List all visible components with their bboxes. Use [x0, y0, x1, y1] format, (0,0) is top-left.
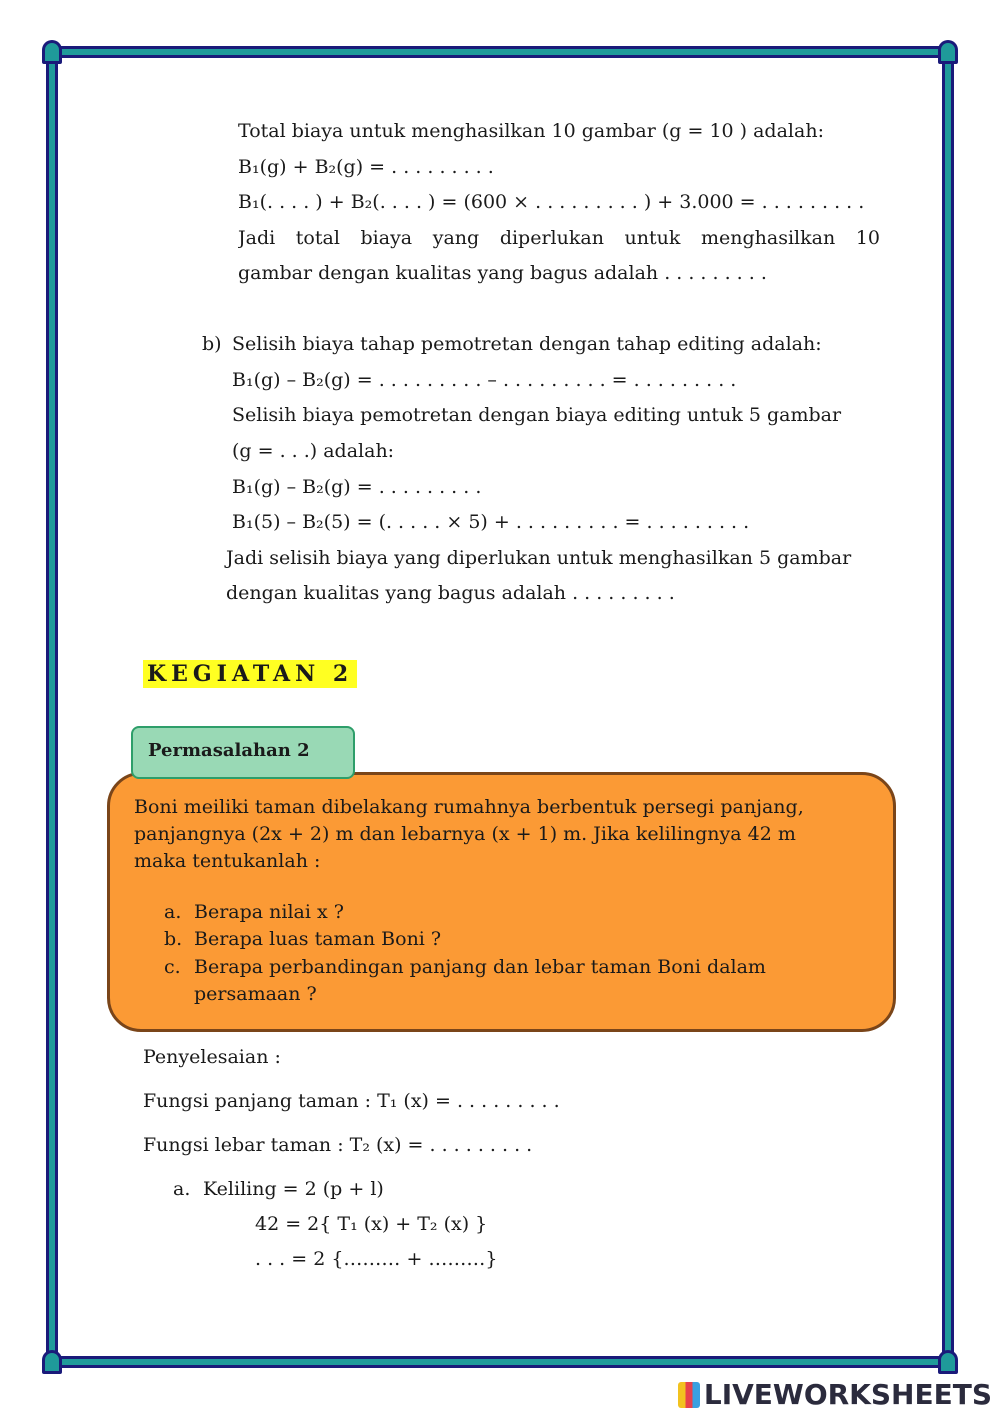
solution-line: Fungsi lebar taman : T₂ (x) = . . . . . . . . .	[143, 1134, 533, 1156]
section-heading-kegiatan: KEGIATAN 2	[143, 660, 357, 688]
frame-corner-ornament	[938, 40, 958, 64]
text-line: dengan kualitas yang bagus adalah . . . . . . . . .	[226, 582, 675, 604]
frame-right-border	[942, 58, 954, 1356]
list-marker: b)	[202, 333, 222, 355]
text-line: Total biaya untuk menghasilkan 10 gambar (g = 10 ) adalah:	[238, 120, 824, 142]
question-item: Berapa nilai x ?	[194, 901, 344, 923]
frame-left-border	[46, 58, 58, 1356]
solution-equation: 42 = 2{ T₁ (x) + T₂ (x) }	[255, 1213, 488, 1235]
text-line: Selisih biaya pemotretan dengan biaya editing untuk 5 gambar	[232, 404, 842, 426]
text-line: B₁(. . . . ) + B₂(. . . . ) = (600 × . . . . . . . . . ) + 3.000 = . . . . . . . . .	[238, 191, 865, 213]
question-item: persamaan ?	[194, 983, 317, 1005]
text-line: B₁(5) – B₂(5) = (. . . . . × 5) + . . . . . . . . . = . . . . . . . . .	[232, 511, 750, 533]
solution-line: Keliling = 2 (p + l)	[203, 1178, 384, 1200]
frame-bottom-border	[58, 1356, 942, 1368]
watermark	[678, 1378, 992, 1411]
text-line: Jadi selisih biaya yang diperlukan untuk menghasilkan 5 gambar	[226, 547, 852, 569]
problem-text: maka tentukanlah :	[134, 850, 321, 872]
problem-text: panjangnya (2x + 2) m dan lebarnya (x + 1) m. Jika kelilingnya 42 m	[134, 823, 796, 845]
list-marker: b.	[164, 928, 183, 950]
frame-top-border	[58, 46, 942, 58]
frame-corner-ornament	[938, 1350, 958, 1374]
text-line: B₁(g) + B₂(g) = . . . . . . . . .	[238, 156, 494, 178]
question-item: Berapa perbandingan panjang dan lebar taman Boni dalam	[194, 956, 766, 978]
list-marker: a.	[173, 1178, 191, 1200]
problem-text: Boni meiliki taman dibelakang rumahnya berbentuk persegi panjang,	[134, 796, 804, 818]
list-marker: c.	[164, 956, 181, 978]
permasalahan-tab	[131, 726, 355, 779]
text-line: (g = . . .) adalah:	[232, 440, 395, 462]
text-line: B₁(g) – B₂(g) = . . . . . . . . .	[232, 476, 482, 498]
text-line: Jadi total biaya yang diperlukan untuk menghasilkan 10	[238, 227, 880, 249]
text-line: gambar dengan kualitas yang bagus adalah . . . . . . . . .	[238, 262, 767, 284]
text-line: Selisih biaya tahap pemotretan dengan tahap editing adalah:	[232, 333, 822, 355]
watermark-text: LIVEWORKSHEETS	[703, 1378, 992, 1411]
frame-corner-ornament	[42, 40, 62, 64]
solution-title: Penyelesaian :	[143, 1046, 281, 1068]
permasalahan-title: Permasalahan 2	[148, 740, 310, 761]
solution-line: Fungsi panjang taman : T₁ (x) = . . . . . . . . .	[143, 1090, 560, 1112]
liveworksheets-logo-icon	[678, 1382, 700, 1408]
question-item: Berapa luas taman Boni ?	[194, 928, 442, 950]
frame-corner-ornament	[42, 1350, 62, 1374]
solution-equation: . . . = 2 {……… + ………}	[255, 1248, 498, 1270]
list-marker: a.	[164, 901, 182, 923]
text-line: B₁(g) – B₂(g) = . . . . . . . . . – . . . . . . . . . = . . . . . . . . .	[232, 369, 737, 391]
